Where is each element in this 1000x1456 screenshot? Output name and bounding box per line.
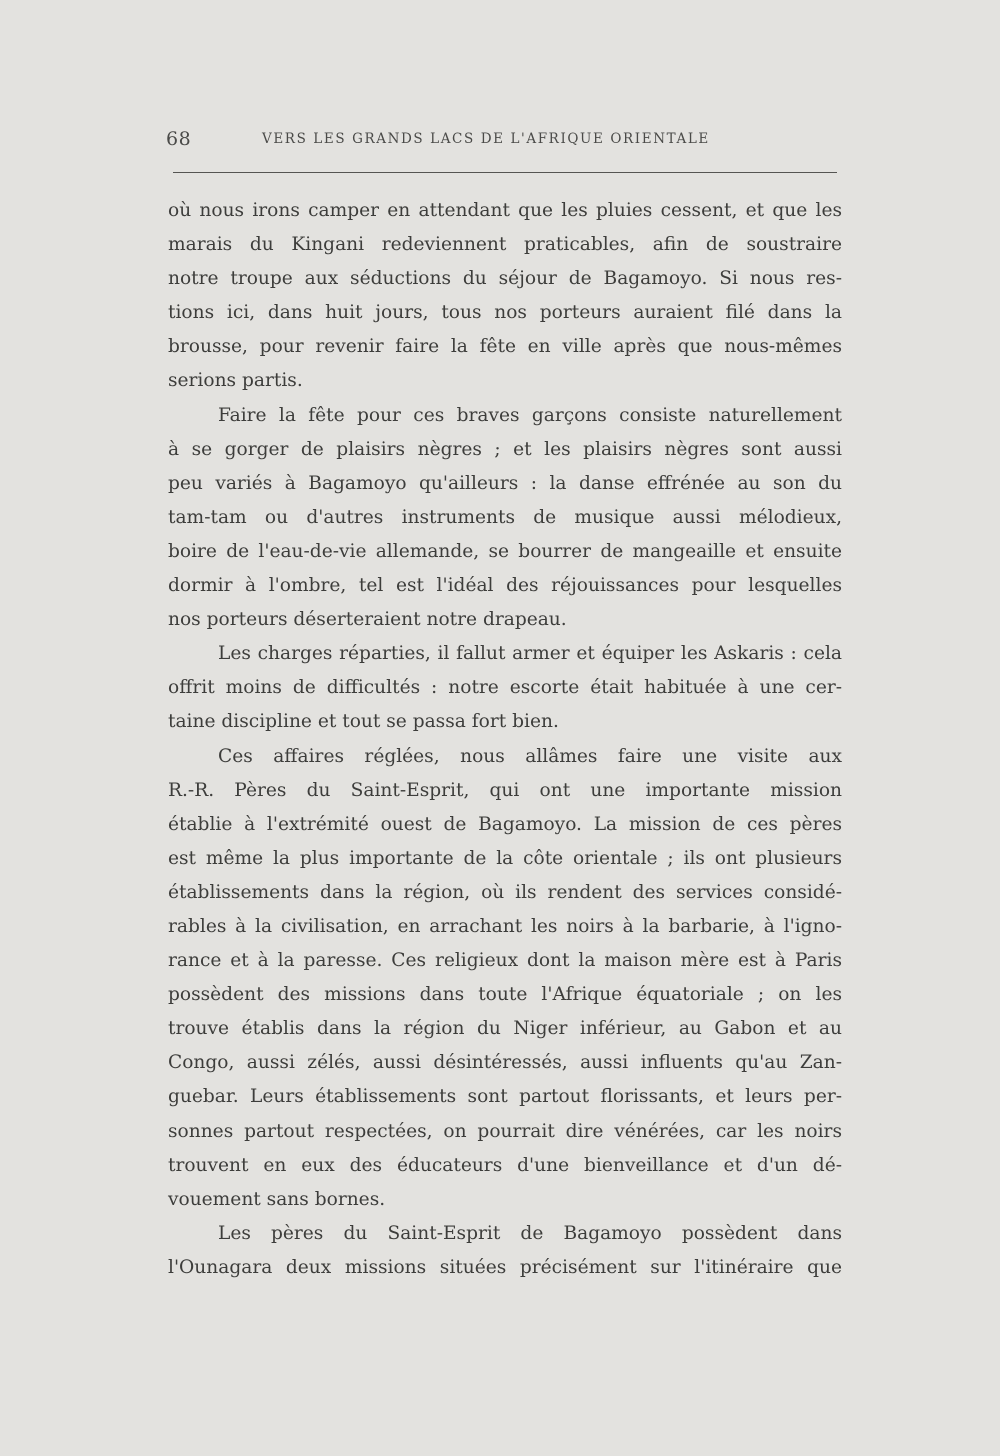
text-line: sonnes partout respectées, on pourrait dire vénérées, car les noirs xyxy=(168,1120,842,1142)
text-line: nos porteurs déserteraient notre drapeau. xyxy=(168,609,567,631)
text-line: offrit moins de difficultés : notre escorte était habituée à une cer- xyxy=(168,677,842,699)
paragraph xyxy=(168,399,842,638)
text-line: marais du Kingani redeviennent praticables, afin de soustraire xyxy=(168,234,842,256)
text-line: trouvent en eux des éducateurs d'une bienveillance et d'un dé- xyxy=(168,1154,842,1176)
paragraph xyxy=(168,1217,842,1285)
text-line: peu variés à Bagamoyo qu'ailleurs : la danse effrénée au son du xyxy=(168,472,842,494)
text-line: vouement sans bornes. xyxy=(168,1188,386,1210)
paragraph xyxy=(168,740,842,1217)
text-line: notre troupe aux séductions du séjour de Bagamoyo. Si nous res- xyxy=(168,268,842,290)
text-line: Les pères du Saint-Esprit de Bagamoyo possèdent dans xyxy=(218,1222,842,1244)
text-line: Faire la fête pour ces braves garçons consiste naturellement xyxy=(218,404,842,426)
text-line: serions partis. xyxy=(168,370,303,392)
header-rule xyxy=(173,172,837,173)
text-line: à se gorger de plaisirs nègres ; et les plaisirs nègres sont aussi xyxy=(168,438,842,460)
text-line: l'Ounagara deux missions situées précisément sur l'itinéraire que xyxy=(168,1256,842,1278)
text-line: Congo, aussi zélés, aussi désintéressés, aussi influents qu'au Zan- xyxy=(168,1052,842,1074)
page-header xyxy=(166,128,846,158)
text-line: boire de l'eau-de-vie allemande, se bourrer de mangeaille et ensuite xyxy=(168,540,842,562)
text-line: établie à l'extrémité ouest de Bagamoyo. La mission de ces pères xyxy=(168,813,842,835)
text-line: Ces affaires réglées, nous allâmes faire une visite aux xyxy=(218,745,842,767)
running-head: VERS LES GRANDS LACS DE L'AFRIQUE ORIENTALE xyxy=(262,131,710,147)
text-line: brousse, pour revenir faire la fête en ville après que nous-mêmes xyxy=(168,336,842,358)
text-line: Les charges réparties, il fallut armer et équiper les Askaris : cela xyxy=(218,643,842,665)
text-line: taine discipline et tout se passa fort bien. xyxy=(168,711,559,733)
paragraph xyxy=(168,637,842,739)
text-line: où nous irons camper en attendant que les pluies cessent, et que les xyxy=(168,200,842,221)
text-line: établissements dans la région, où ils rendent des services considé- xyxy=(168,881,842,903)
text-line: possèdent des missions dans toute l'Afrique équatoriale ; on les xyxy=(168,984,842,1006)
body-text xyxy=(168,194,842,1285)
text-line: rance et à la paresse. Ces religieux dont la maison mère est à Paris xyxy=(168,950,842,972)
text-line: trouve établis dans la région du Niger inférieur, au Gabon et au xyxy=(168,1018,842,1040)
text-line: R.-R. Pères du Saint-Esprit, qui ont une importante mission xyxy=(168,779,842,801)
text-line: dormir à l'ombre, tel est l'idéal des réjouissances pour lesquelles xyxy=(168,575,842,597)
text-line: est même la plus importante de la côte orientale ; ils ont plusieurs xyxy=(168,847,842,869)
text-line: tions ici, dans huit jours, tous nos porteurs auraient filé dans la xyxy=(168,302,842,324)
paragraph xyxy=(168,194,842,399)
text-line: guebar. Leurs établissements sont partout florissants, et leurs per- xyxy=(168,1086,842,1108)
text-line: rables à la civilisation, en arrachant les noirs à la barbarie, à l'igno- xyxy=(168,915,842,937)
page-number: 68 xyxy=(166,128,192,150)
text-line: tam-tam ou d'autres instruments de musique aussi mélodieux, xyxy=(168,506,842,528)
